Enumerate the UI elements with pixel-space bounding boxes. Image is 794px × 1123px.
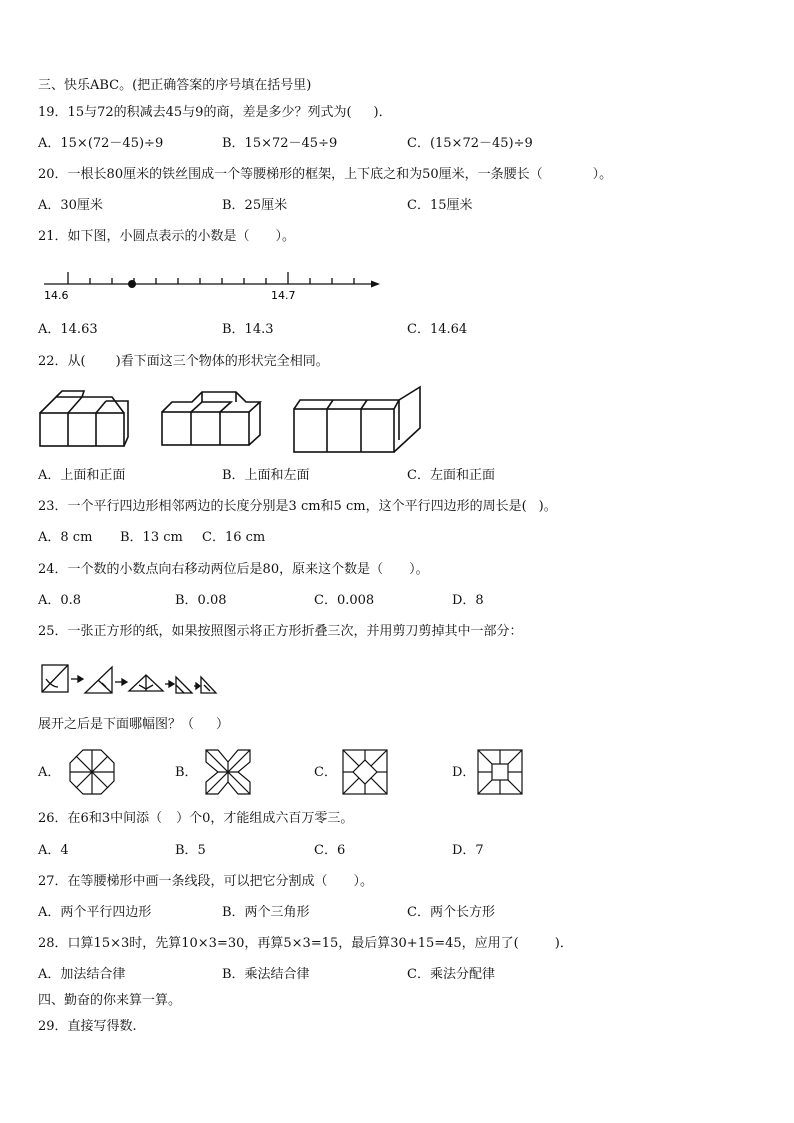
- question-28: [38, 936, 573, 952]
- fold-step-1: [42, 665, 68, 692]
- question-27: [38, 874, 373, 890]
- q26-option-d[interactable]: D．7: [452, 843, 484, 858]
- question-21: [38, 229, 295, 245]
- q26-option-a[interactable]: A．4: [38, 843, 69, 858]
- q24-option-c[interactable]: C．0.008: [314, 593, 375, 608]
- q25-option-d[interactable]: D．: [452, 765, 476, 780]
- question-19-stem: 19．15与72的积减去45与9的商，差是多少？列式为(: [38, 105, 352, 120]
- question-29: 29．直接写得数.: [38, 1019, 137, 1034]
- number-line-ticks: [68, 272, 354, 284]
- fold-arrow-1: [71, 676, 83, 682]
- q27-option-c[interactable]: C．两个长方形: [407, 905, 495, 920]
- number-line-label-left: 14.6: [44, 289, 69, 302]
- q28-option-a[interactable]: A．加法结合律: [38, 967, 126, 982]
- fold-step-3: [129, 675, 163, 691]
- question-25-sub: [38, 717, 229, 733]
- q24-option-d[interactable]: D．8: [452, 593, 484, 608]
- q23-option-a[interactable]: A．8 cm: [38, 530, 93, 545]
- q25-option-c[interactable]: C．: [314, 765, 337, 780]
- question-21-stem: 21．如下图，小圆点表示的小数是（: [38, 229, 250, 244]
- cube-object-2: [162, 392, 260, 445]
- question-24: [38, 562, 429, 578]
- fold-arrow-3: [165, 681, 174, 687]
- question-25-sub-end: ）: [216, 717, 230, 732]
- q22-option-c[interactable]: C．左面和正面: [407, 468, 495, 483]
- q21-option-a[interactable]: A．14.63: [38, 322, 98, 337]
- q20-option-c[interactable]: C．15厘米: [407, 198, 473, 213]
- question-25: 25．一张正方形的纸，如果按照图示将正方形折叠三次，并用剪刀剪掉其中一部分：: [38, 624, 523, 639]
- cube-objects-figure: [36, 385, 426, 455]
- question-19-stem-end: )．: [373, 105, 392, 120]
- question-26-stem-end: ）个0，才能组成六百万零三。: [176, 811, 354, 826]
- question-19: [38, 105, 392, 121]
- fold-step-5: [201, 677, 216, 693]
- q21-option-c[interactable]: C．14.64: [407, 322, 468, 337]
- question-26-stem: 26．在6和3中间添（: [38, 811, 163, 826]
- q23-option-b[interactable]: B．13 cm: [120, 530, 183, 545]
- q25-figure-d: [476, 748, 524, 796]
- question-21-stem-end: ）。: [275, 229, 296, 244]
- question-22-stem: 22．从(: [38, 354, 86, 369]
- question-28-stem: 28．口算15×3时，先算10×3=30，再算5×3=15，最后算30+15=45，应用了(: [38, 936, 519, 951]
- q21-option-b[interactable]: B．14.3: [222, 322, 274, 337]
- q20-option-b[interactable]: B．25厘米: [222, 198, 288, 213]
- question-22-stem-end: )看下面这三个物体的形状完全相同。: [115, 354, 329, 369]
- fold-arrow-2: [115, 679, 127, 685]
- q24-option-a[interactable]: A．0.8: [38, 593, 82, 608]
- question-23-stem-end: )。: [538, 499, 557, 514]
- question-24-stem-end: ）。: [409, 562, 429, 577]
- q25-figure-a: [68, 748, 116, 796]
- question-28-stem-end: )．: [554, 936, 573, 951]
- q25-figure-c: [341, 748, 389, 796]
- q24-option-b[interactable]: B．0.08: [175, 593, 227, 608]
- q23-option-c[interactable]: C．16 cm: [202, 530, 266, 545]
- fold-step-4: [176, 677, 192, 693]
- question-26: [38, 811, 353, 827]
- fold-arrow-4: [194, 683, 200, 689]
- question-27-stem: 27．在等腰梯形中画一条线段，可以把它分割成（: [38, 874, 328, 889]
- question-20: [38, 167, 612, 183]
- question-24-stem: 24．一个数的小数点向右移动两位后是80，原来这个数是（: [38, 562, 384, 577]
- q26-option-b[interactable]: B．5: [175, 843, 206, 858]
- folding-steps-figure: [38, 661, 220, 699]
- q28-option-b[interactable]: B．乘法结合律: [222, 967, 310, 982]
- question-20-stem: 20．一根长80厘米的铁丝围成一个等腰梯形的框架，上下底之和为50厘米，一条腰长（: [38, 167, 543, 182]
- question-25-sub-stem: 展开之后是下面哪幅图？（: [38, 717, 195, 732]
- section-3-heading: 三、快乐ABC。(把正确答案的序号填在括号里): [38, 78, 312, 93]
- q28-option-c[interactable]: C．乘法分配律: [407, 967, 495, 982]
- question-23-stem: 23．一个平行四边形相邻两边的长度分别是3 cm和5 cm，这个平行四边形的周长是(: [38, 499, 527, 514]
- question-22: [38, 354, 329, 370]
- number-line-dot: [128, 280, 136, 288]
- q25-option-b[interactable]: B．: [175, 765, 198, 780]
- q27-option-b[interactable]: B．两个三角形: [222, 905, 310, 920]
- question-23: [38, 499, 557, 515]
- q19-option-c[interactable]: C．(15×72－45)÷9: [407, 136, 533, 151]
- fold-step-2: [85, 667, 112, 693]
- q25-figure-b: [204, 748, 252, 796]
- number-line-label-right: 14.7: [271, 289, 296, 302]
- question-27-stem-end: ）。: [353, 874, 374, 889]
- cube-object-1: [40, 391, 128, 446]
- section-4-heading: 四、勤奋的你来算一算。: [38, 993, 182, 1008]
- number-line-figure: [38, 262, 384, 304]
- q22-option-b[interactable]: B．上面和左面: [222, 468, 310, 483]
- q19-option-a[interactable]: A．15×(72－45)÷9: [38, 136, 164, 151]
- q26-option-c[interactable]: C．6: [314, 843, 346, 858]
- q19-option-b[interactable]: B．15×72－45÷9: [222, 136, 338, 151]
- number-line-arrow: [371, 281, 380, 288]
- q20-option-a[interactable]: A．30厘米: [38, 198, 103, 213]
- q27-option-a[interactable]: A．两个平行四边形: [38, 905, 152, 920]
- q22-option-a[interactable]: A．上面和正面: [38, 468, 126, 483]
- question-20-stem-end: ）。: [592, 167, 613, 182]
- cube-object-3: [294, 387, 420, 452]
- q25-option-a[interactable]: A．: [38, 765, 61, 780]
